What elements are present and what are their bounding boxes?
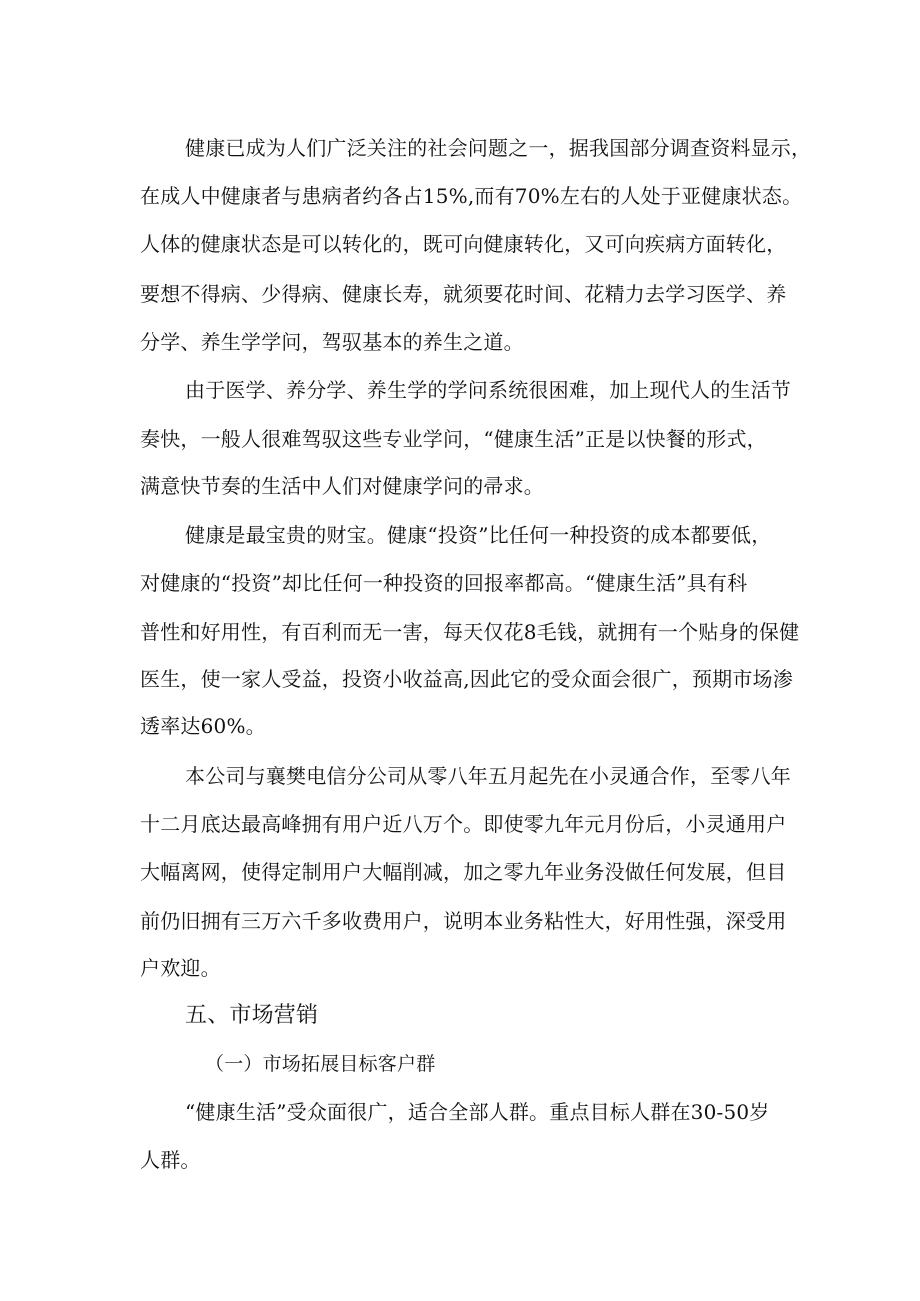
paragraph-3-line-5: 透率达60%。 [140, 714, 266, 738]
paragraph-4-line-2: 十二月底达最高峰拥有用户近八万个。即使零九年元月份后，小灵通用户 [140, 812, 787, 836]
final-paragraph-line-1: “健康生活”受众面很广，适合全部人群。重点目标人群在30-50岁 [185, 1100, 770, 1124]
paragraph-3-line-1: 健康是最宝贵的财宝。健康“投资”比任何一种投资的成本都要低， [185, 523, 772, 547]
paragraph-2-line-2: 奏快，一般人很难驾驭这些专业学问，“健康生活”正是以快餐的形式， [140, 427, 767, 451]
paragraph-1-line-5: 分学、养生学学问，驾驭基本的养生之道。 [140, 330, 524, 354]
paragraph-4-line-4: 前仍旧拥有三万六千多收费用户，说明本业务粘性大，好用性强，深受用 [140, 909, 787, 933]
paragraph-3-line-3: 普性和好用性，有百利而无一害，每天仅花8毛钱，就拥有一个贴身的保健 [140, 620, 800, 644]
subsection-heading: （一）市场拓展目标客户群 [205, 1053, 436, 1075]
paragraph-1-line-2: 在成人中健康者与患病者约各占15%,而有70%左右的人处于亚健康状态。 [140, 184, 803, 208]
paragraph-2-line-3: 满意快节奏的生活中人们对健康学问的帚求。 [140, 474, 544, 498]
section-heading: 五、市场营销 [185, 1003, 319, 1028]
paragraph-1-line-1: 健康已成为人们广泛关注的社会问题之一，据我国部分调查资料显示， [185, 136, 812, 160]
paragraph-4-line-3: 大幅离网，使得定制用户大幅削减，加之零九年业务没做任何发展，但目 [140, 860, 787, 884]
paragraph-4-line-1: 本公司与襄樊电信分公司从零八年五月起先在小灵通合作，至零八年 [185, 764, 791, 788]
paragraph-1-line-3: 人体的健康状态是可以转化的，既可向健康转化，又可向疾病方面转化， [140, 232, 787, 256]
paragraph-2-line-1: 由于医学、养分学、养生学的学问系统很困难，加上现代人的生活节 [185, 378, 791, 402]
paragraph-4-line-5: 户欢迎。 [140, 956, 221, 980]
paragraph-3-line-4: 医生，使一家人受益，投资小收益高,因此它的受众面会很广，预期市场渗 [140, 667, 793, 691]
paragraph-1-line-4: 要想不得病、少得病、健康长寿，就须要花时间、花精力去学习医学、养 [140, 282, 787, 306]
final-paragraph-line-2: 人群。 [140, 1148, 201, 1172]
paragraph-3-line-2: 对健康的“投资”却比任何一种投资的回报率都高。“健康生活”具有科 [140, 571, 748, 595]
